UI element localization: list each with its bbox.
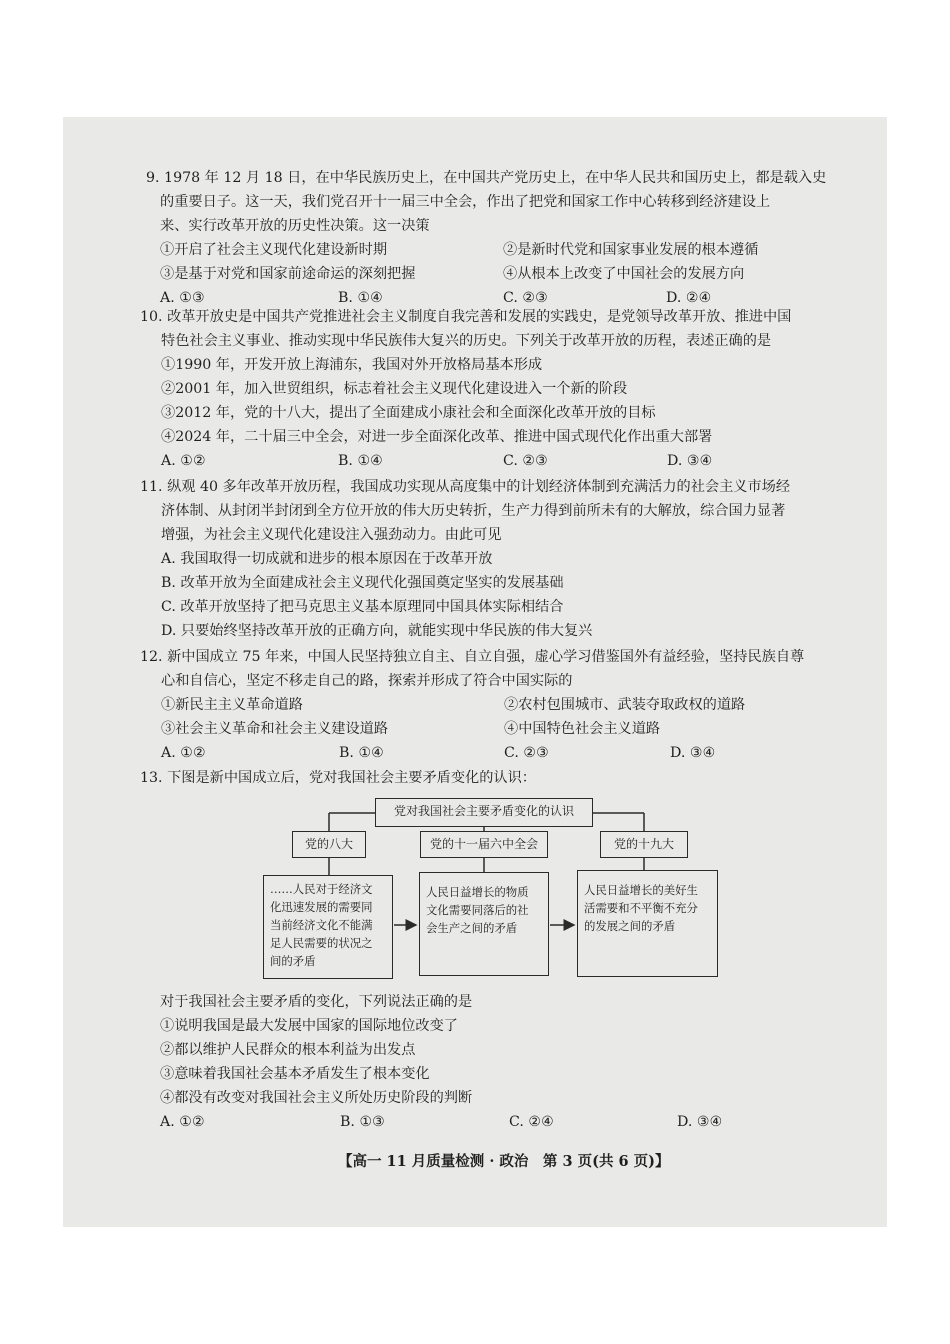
q11-stem-line: 11. 纵观 40 多年改革开放历程，我国成功实现从高度集中的计划经济体制到充满活力的社会主义市场经 bbox=[140, 479, 791, 495]
q10-stem-line: 10. 改革开放史是中国共产党推进社会主义制度自我完善和发展的实践史，是党领导改革开放、推进中国 bbox=[140, 309, 792, 325]
q11-option-c[interactable]: C. 改革开放坚持了把马克思主义基本原理同中国具体实际相结合 bbox=[161, 599, 564, 615]
q11-option-b[interactable]: B. 改革开放为全面建成社会主义现代化强国奠定坚实的发展基础 bbox=[161, 575, 564, 591]
q10-option-c[interactable]: C. ②③ bbox=[503, 453, 548, 469]
q12-option-c[interactable]: C. ②③ bbox=[504, 745, 549, 761]
q13-option-d[interactable]: D. ③④ bbox=[677, 1114, 723, 1130]
q9-option-a[interactable]: A. ①③ bbox=[160, 290, 205, 306]
q11-option-d[interactable]: D. 只要始终坚持改革开放的正确方向，就能实现中华民族的伟大复兴 bbox=[161, 623, 593, 639]
stage-text-line: 的发展之间的矛盾 bbox=[584, 919, 676, 933]
q10-item: ②2001 年，加入世贸组织，标志着社会主义现代化建设进入一个新的阶段 bbox=[161, 381, 628, 397]
stage-label-11th-6th-plenum: 党的十一届六中全会 bbox=[420, 831, 548, 858]
q13-item: ④都没有改变对我国社会主义所处历史阶段的判断 bbox=[160, 1090, 473, 1106]
stage-text-line: ……人民对于经济文 bbox=[270, 882, 373, 896]
q12-option-b[interactable]: B. ①④ bbox=[339, 745, 384, 761]
q9-stem-line: 的重要日子。这一天，我们党召开十一届三中全会，作出了把党和国家工作中心转移到经济建设上 bbox=[160, 194, 771, 210]
stage-text-line: 会生产之间的矛盾 bbox=[426, 921, 518, 935]
q10-item: ①1990 年，开发开放上海浦东，我国对外开放格局基本形成 bbox=[161, 357, 543, 373]
q12-stem-line: 12. 新中国成立 75 年来，中国人民坚持独立自主、自立自强，虚心学习借鉴国外有益经验，坚持民族自尊 bbox=[140, 649, 805, 665]
q9-item: ①开启了社会主义现代化建设新时期 bbox=[160, 242, 388, 258]
q10-option-b[interactable]: B. ①④ bbox=[338, 453, 383, 469]
q10-option-a[interactable]: A. ①② bbox=[161, 453, 206, 469]
q12-option-d[interactable]: D. ③④ bbox=[670, 745, 716, 761]
q12-stem-line: 心和自信心，坚定不移走自己的路，探索并形成了符合中国实际的 bbox=[161, 673, 573, 689]
q9-stem-line: 9. 1978 年 12 月 18 日，在中华民族历史上，在中国共产党历史上，在中华人民共和国历史上，都是载入史 bbox=[146, 170, 827, 186]
stage-text-line: 活需要和不平衡不充分 bbox=[584, 901, 698, 915]
q13-question-line: 对于我国社会主要矛盾的变化，下列说法正确的是 bbox=[160, 994, 473, 1010]
stage-text-line: 足人民需要的状况之 bbox=[270, 936, 373, 950]
q13-item: ③意味着我国社会基本矛盾发生了根本变化 bbox=[160, 1066, 430, 1082]
stage-text-line: 人民日益增长的物质 bbox=[426, 885, 529, 899]
q13-stem-line: 13. 下图是新中国成立后，党对我国社会主要矛盾变化的认识： bbox=[140, 770, 536, 786]
q13-option-a[interactable]: A. ①② bbox=[160, 1114, 205, 1130]
q12-item: ④中国特色社会主义道路 bbox=[504, 721, 661, 737]
q12-item: ①新民主主义革命道路 bbox=[161, 697, 303, 713]
stage-text-line: 文化需要同落后的社 bbox=[426, 903, 529, 917]
q9-option-c[interactable]: C. ②③ bbox=[503, 290, 548, 306]
q10-item: ④2024 年，二十届三中全会，对进一步全面深化改革、推进中国式现代化作出重大部署 bbox=[161, 429, 713, 445]
q13-option-c[interactable]: C. ②④ bbox=[509, 1114, 554, 1130]
q11-option-a[interactable]: A. 我国取得一切成就和进步的根本原因在于改革开放 bbox=[161, 551, 493, 567]
q9-item: ②是新时代党和国家事业发展的根本遵循 bbox=[503, 242, 759, 258]
q10-item: ③2012 年，党的十八大，提出了全面建成小康社会和全面深化改革开放的目标 bbox=[161, 405, 656, 421]
stage-label-19th-congress: 党的十九大 bbox=[600, 831, 688, 858]
stage-text-line: 人民日益增长的美好生 bbox=[584, 883, 698, 897]
q13-option-b[interactable]: B. ①③ bbox=[340, 1114, 385, 1130]
q10-stem-line: 特色社会主义事业、推动实现中华民族伟大复兴的历史。下列关于改革开放的历程，表述正确的是 bbox=[161, 333, 772, 349]
q11-stem-line: 济体制、从封闭半封闭到全方位开放的伟大历史转折，生产力得到前所未有的大解放，综合国力显著 bbox=[161, 503, 786, 519]
stage-text-line: 间的矛盾 bbox=[270, 954, 316, 968]
q9-item: ③是基于对党和国家前途命运的深刻把握 bbox=[160, 266, 416, 282]
q13-options bbox=[160, 1110, 722, 1134]
q9-stem-line: 来、实行改革开放的历史性决策。这一决策 bbox=[160, 218, 430, 234]
q9-option-d[interactable]: D. ②④ bbox=[666, 290, 712, 306]
question-13-body bbox=[160, 990, 722, 1134]
q11-stem-line: 增强，为社会主义现代化建设注入强劲动力。由此可见 bbox=[161, 527, 502, 543]
q9-item: ④从根本上改变了中国社会的发展方向 bbox=[503, 266, 745, 282]
page-footer: 【高一 11 月质量检测 · 政治 第 3 页(共 6 页)】 bbox=[338, 1153, 670, 1170]
stage-label-8th-congress: 党的八大 bbox=[292, 831, 366, 858]
q12-item: ②农村包围城市、武装夺取政权的道路 bbox=[504, 697, 746, 713]
q12-option-a[interactable]: A. ①② bbox=[161, 745, 206, 761]
q9-option-b[interactable]: B. ①④ bbox=[338, 290, 383, 306]
q13-item: ②都以维护人民群众的根本利益为出发点 bbox=[160, 1042, 416, 1058]
stage-text-line: 化迅速发展的需要同 bbox=[270, 900, 373, 914]
q10-option-d[interactable]: D. ③④ bbox=[667, 453, 713, 469]
diagram-title: 党对我国社会主要矛盾变化的认识 bbox=[375, 798, 593, 827]
q12-item: ③社会主义革命和社会主义建设道路 bbox=[161, 721, 389, 737]
q13-item: ①说明我国是最大发展中国家的国际地位改变了 bbox=[160, 1018, 458, 1034]
stage-text-line: 当前经济文化不能满 bbox=[270, 918, 373, 932]
